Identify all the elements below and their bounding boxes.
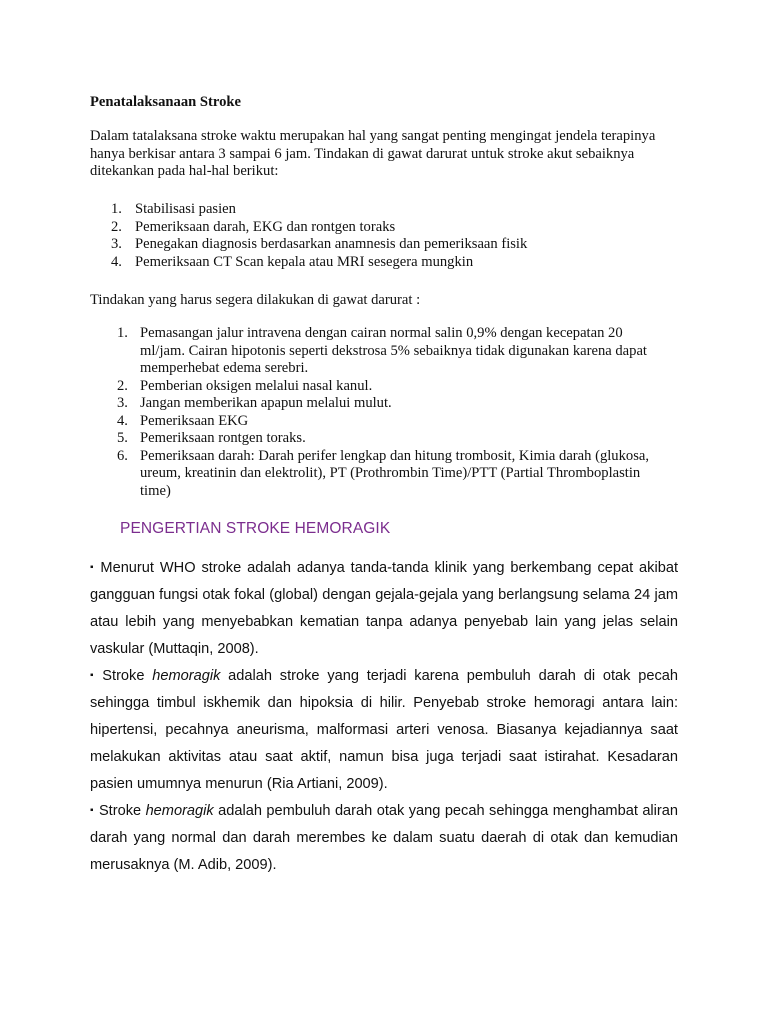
list-number: 2.	[111, 218, 122, 235]
list-item	[90, 236, 690, 254]
list-item-text: Pemeriksaan EKG	[140, 412, 249, 429]
definition-paragraph	[90, 554, 678, 663]
document-title: Penatalaksanaan Stroke	[90, 94, 241, 110]
bullet-icon: ▪	[90, 562, 96, 573]
list-item	[90, 219, 690, 237]
list-item-text: Pemeriksaan darah: Darah perifer lengkap dan hitung trombosit, Kimia darah (glukosa, ureum, kreatinin dan elektrolit), PT (Prothrombin Time)/PTT (Partial Thromboplastin time)	[140, 447, 649, 499]
list-item-text: Pemeriksaan CT Scan kepala atau MRI sesegera mungkin	[135, 253, 474, 270]
list-item-text: Pemberian oksigen melalui nasal kanul.	[140, 377, 373, 394]
list-item-text: Penegakan diagnosis berdasarkan anamnesis dan pemeriksaan fisik	[135, 236, 528, 252]
italic-term: hemoragik	[145, 803, 214, 819]
list-item	[90, 254, 690, 272]
definition-paragraph	[90, 662, 678, 798]
list-number: 3.	[111, 236, 122, 252]
list-number: 1.	[117, 325, 128, 341]
bullet-icon: ▪	[90, 805, 94, 816]
list-number: 6.	[117, 447, 128, 464]
list-item-text: Pemeriksaan rontgen toraks.	[140, 430, 306, 446]
emergency-actions-list	[96, 325, 670, 500]
section-heading: PENGERTIAN STROKE HEMORAGIK	[120, 520, 391, 537]
list-item-text: Pemeriksaan darah, EKG dan rontgen toraks	[135, 218, 396, 235]
list-item-text: Pemasangan jalur intravena dengan cairan normal salin 0,9% dengan kecepatan 20 ml/jam. Cairan hipotonis seperti dekstrosa 5% sebaiknya tidak digunakan karena dapat memperhebat edema serebri.	[140, 325, 647, 376]
paragraph-text: Stroke	[98, 803, 146, 819]
definition-paragraph	[90, 797, 678, 879]
paragraph-text: Menurut WHO stroke adalah adanya tanda-tanda klinik yang berkembang cepat akibat gangguan fungsi otak fokal (global) dengan gejala-gejala yang berlangsung selama 24 jam atau lebih yang menyebabkan kematian tanpa adanya penyebab lain yang jelas selain vaskular (Muttaqin, 2008).	[90, 560, 679, 657]
list-number: 1.	[111, 201, 122, 217]
list-item	[96, 430, 670, 448]
list-item	[96, 413, 670, 431]
actions-intro: Tindakan yang harus segera dilakukan di gawat darurat :	[90, 292, 421, 308]
intro-paragraph: Dalam tatalaksana stroke waktu merupakan hal yang sangat penting mengingat jendela terapinya hanya berkisar antara 3 sampai 6 jam. Tindakan di gawat darurat untuk stroke akut sebaiknya ditekankan pada hal-hal berikut:	[90, 128, 656, 179]
paragraph-text: adalah pembuluh darah otak yang pecah sehingga menghambat aliran darah yang normal dan darah merembes ke dalam suatu daerah di otak dan kemudian merusaknya (M. Adib, 2009).	[90, 803, 679, 873]
list-item-text: Stabilisasi pasien	[135, 201, 236, 217]
list-number: 2.	[117, 377, 128, 394]
italic-term: hemoragik	[152, 668, 221, 684]
list-item	[96, 448, 670, 501]
list-number: 4.	[111, 253, 122, 270]
list-item	[90, 201, 690, 219]
paragraph-text: Stroke	[102, 668, 153, 684]
list-item	[96, 395, 670, 413]
list-item	[96, 378, 670, 396]
list-number: 3.	[117, 395, 128, 411]
list-item	[96, 325, 670, 378]
list-number: 5.	[117, 430, 128, 446]
paragraph-text: adalah stroke yang terjadi karena pembuluh darah di otak pecah sehingga timbul iskhemik dan hipoksia di hilir. Penyebab stroke hemoragi antara lain: hipertensi, pecahnya aneurisma, malformasi arteri venosa. Biasanya kejadiannya saat melakukan aktivitas atau saat aktif, namun bisa juga terjadi saat istirahat. Kesadaran pasien umumnya menurun (Ria Artiani, 2009).	[90, 668, 678, 792]
emergency-focus-list	[90, 201, 690, 271]
bullet-icon: ▪	[90, 670, 98, 681]
list-item-text: Jangan memberikan apapun melalui mulut.	[140, 395, 392, 411]
list-number: 4.	[117, 412, 128, 429]
